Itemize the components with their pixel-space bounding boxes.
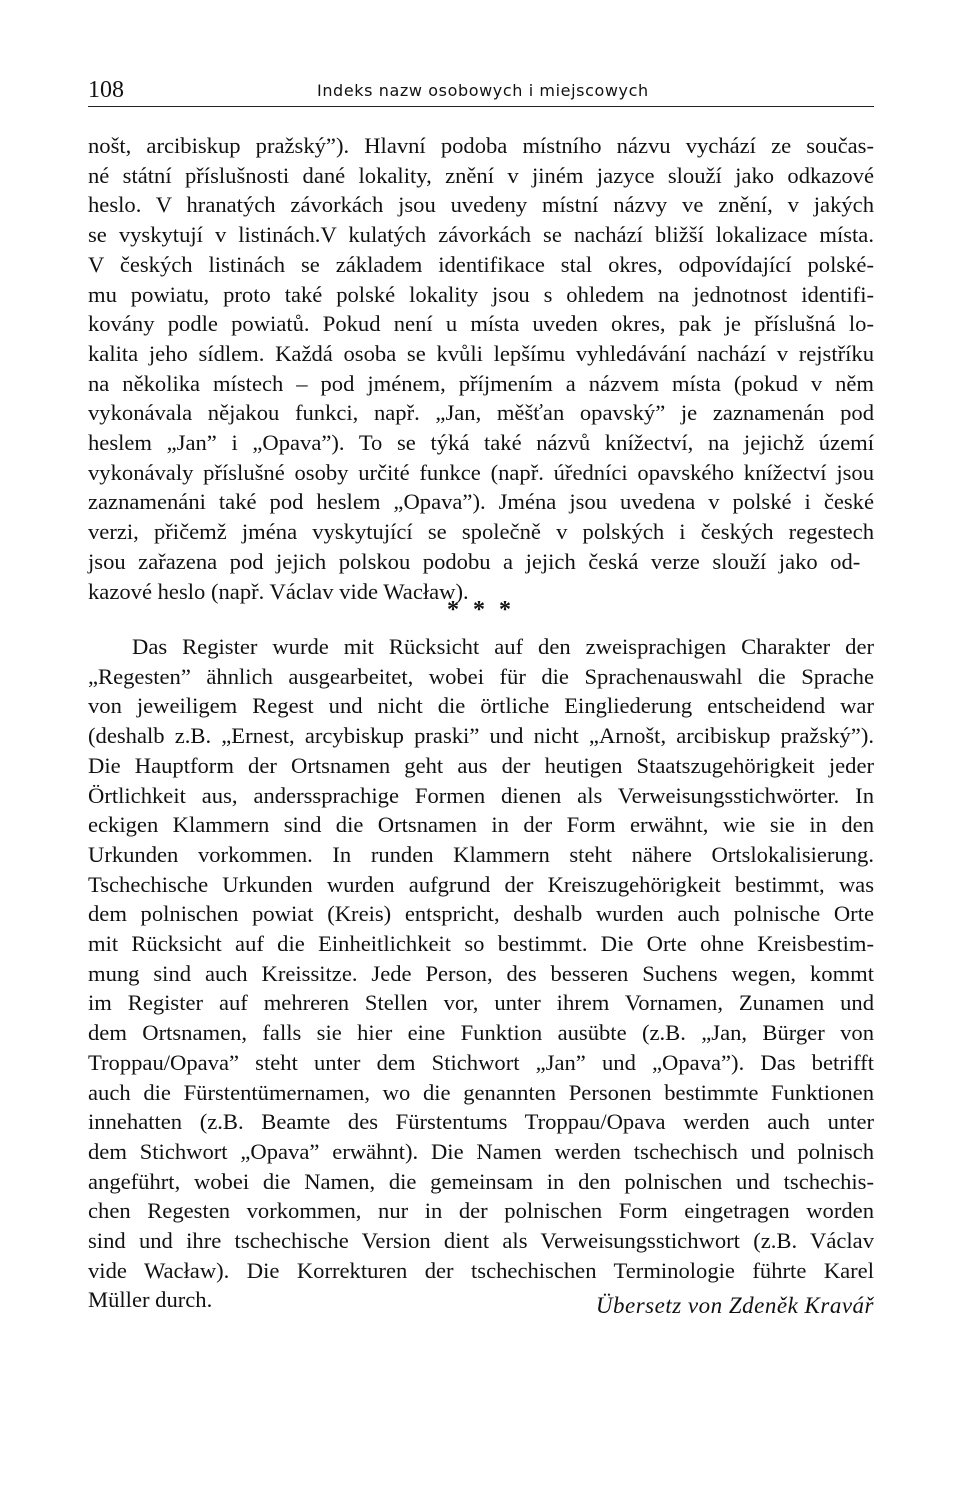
page-number: 108 <box>88 77 124 103</box>
text-line: dem polnischen powiat (Kreis) entspricht, deshalb wurden auch polnische Orte <box>88 901 874 927</box>
text-line: né státní příslušnosti dané lokality, znění v jiném jazyce slouží jako odkazové <box>88 162 874 188</box>
text-line: se vyskytují v listinách.V kulatých závorkách se nachází bližší lokalizace místa. <box>88 222 874 248</box>
text-line: eckigen Klammern sind die Ortsnamen in der Form erwähnt, wie sie in den <box>88 812 874 838</box>
text-line: heslem „Jan” i „Opava”). To se týká také názvů knížectví, na jejichž území <box>88 430 874 456</box>
text-line: sind und ihre tschechische Version dient als Verweisungsstichwort (z.B. Václav <box>88 1228 874 1254</box>
text-line: Das Register wurde mit Rücksicht auf den zweisprachigen Charakter der <box>132 634 874 659</box>
text-line: Die Hauptform der Ortsnamen geht aus der heutigen Staatszugehörigkeit jeder <box>88 752 874 778</box>
text-line: jsou zařazena pod jejich polskou podobu a jejich česká verze slouží jako od- <box>88 548 861 574</box>
text-line: nošt, arcibiskup pražský”). Hlavní podoba místního názvu vychází ze součas- <box>88 133 874 158</box>
text-line: Urkunden vorkommen. In runden Klammern steht nähere Ortslokalisierung. <box>88 841 874 867</box>
running-header <box>88 76 874 107</box>
text-line: kazové heslo (např. Václav vide Wacław). <box>88 578 469 604</box>
text-line: vide Wacław). Die Korrekturen der tschechischen Terminologie führte Karel <box>88 1257 874 1283</box>
text-line: auch die Fürstentümernamen, wo die genannten Personen bestimmte Funktionen <box>88 1079 874 1105</box>
text-line: Tschechische Urkunden wurden aufgrund der Kreiszugehörigkeit bestimmt, was <box>88 871 874 897</box>
text-line: „Regesten” ähnlich ausgearbeitet, wobei für die Sprachenauswahl die Sprache <box>88 663 874 689</box>
text-line: angeführt, wobei die Namen, die gemeinsam in den polnischen und tschechis- <box>88 1168 874 1194</box>
text-line: mu powiatu, proto také polské lokality jsou s ohledem na jednotnost identifi- <box>88 281 874 307</box>
czech-paragraph <box>88 131 874 606</box>
text-line: kovány podle powiatů. Pokud není u místa uveden okres, pak je příslušná lo- <box>88 311 874 337</box>
text-line: chen Regesten vorkommen, nur in der polnischen Form eingetragen worden <box>88 1198 874 1224</box>
text-line: Troppau/Opava” steht unter dem Stichwort „Jan” und „Opava”). Das betrifft <box>88 1049 874 1075</box>
section-separator: * * * <box>447 597 515 623</box>
text-line: mung sind auch Kreissitze. Jede Person, des besseren Suchens wegen, kommt <box>88 960 874 986</box>
text-line: heslo. V hranatých závorkách jsou uvedeny místní názvy ve znění, v jakých <box>88 192 874 218</box>
running-header-title: Indeks nazw osobowych i miejscowych <box>317 81 649 100</box>
text-line: von jeweiligem Regest und nicht die örtliche Eingliederung entscheidend war <box>88 693 874 719</box>
text-line: vykonávala nějakou funkci, např. „Jan, měšťan opavský” je zaznamenán pod <box>88 400 874 426</box>
german-paragraph <box>88 632 874 1315</box>
text-line: na několika místech – pod jménem, příjmením a názvem místa (pokud v něm <box>88 370 874 396</box>
text-line: zaznamenáni také pod heslem „Opava”). Jména jsou uvedena v polské i české <box>88 489 874 515</box>
text-line: V českých listinách se základem identifikace stal okres, odpovídající polské- <box>88 251 874 277</box>
text-line: vykonávaly příslušné osoby určité funkce (např. úředníci opavského knížectví jsou <box>88 459 874 485</box>
text-line: innehatten (z.B. Beamte des Fürstentums Troppau/Opava werden auch unter <box>88 1109 874 1135</box>
text-line: dem Ortsnamen, falls sie hier eine Funktion ausübte (z.B. „Jan, Bürger von <box>88 1020 874 1046</box>
text-line: im Register auf mehreren Stellen vor, unter ihrem Vornamen, Zunamen und <box>88 990 874 1016</box>
text-line: kalita jeho sídlem. Každá osoba se kvůli lepšímu vyhledávání nachází v rejstříku <box>88 340 874 366</box>
text-line: Örtlichkeit aus, anderssprachige Formen dienen als Verweisungsstichwörter. In <box>88 782 874 808</box>
translator-credit: Übersetz von Zdeněk Kravář <box>595 1293 874 1318</box>
text-line: dem Stichwort „Opava” erwähnt). Die Namen werden tschechisch und polnisch <box>88 1138 874 1164</box>
text-line: mit Rücksicht auf die Einheitlichkeit so bestimmt. Die Orte ohne Kreisbestim- <box>88 931 874 957</box>
text-line: (deshalb z.B. „Ernest, arcybiskup praski” und nicht „Arnošt, arcibiskup pražský”). <box>88 723 874 749</box>
text-line: verzi, přičemž jména vyskytující se společně v polských i českých regestech <box>88 519 874 545</box>
text-line: Müller durch. <box>88 1287 213 1313</box>
